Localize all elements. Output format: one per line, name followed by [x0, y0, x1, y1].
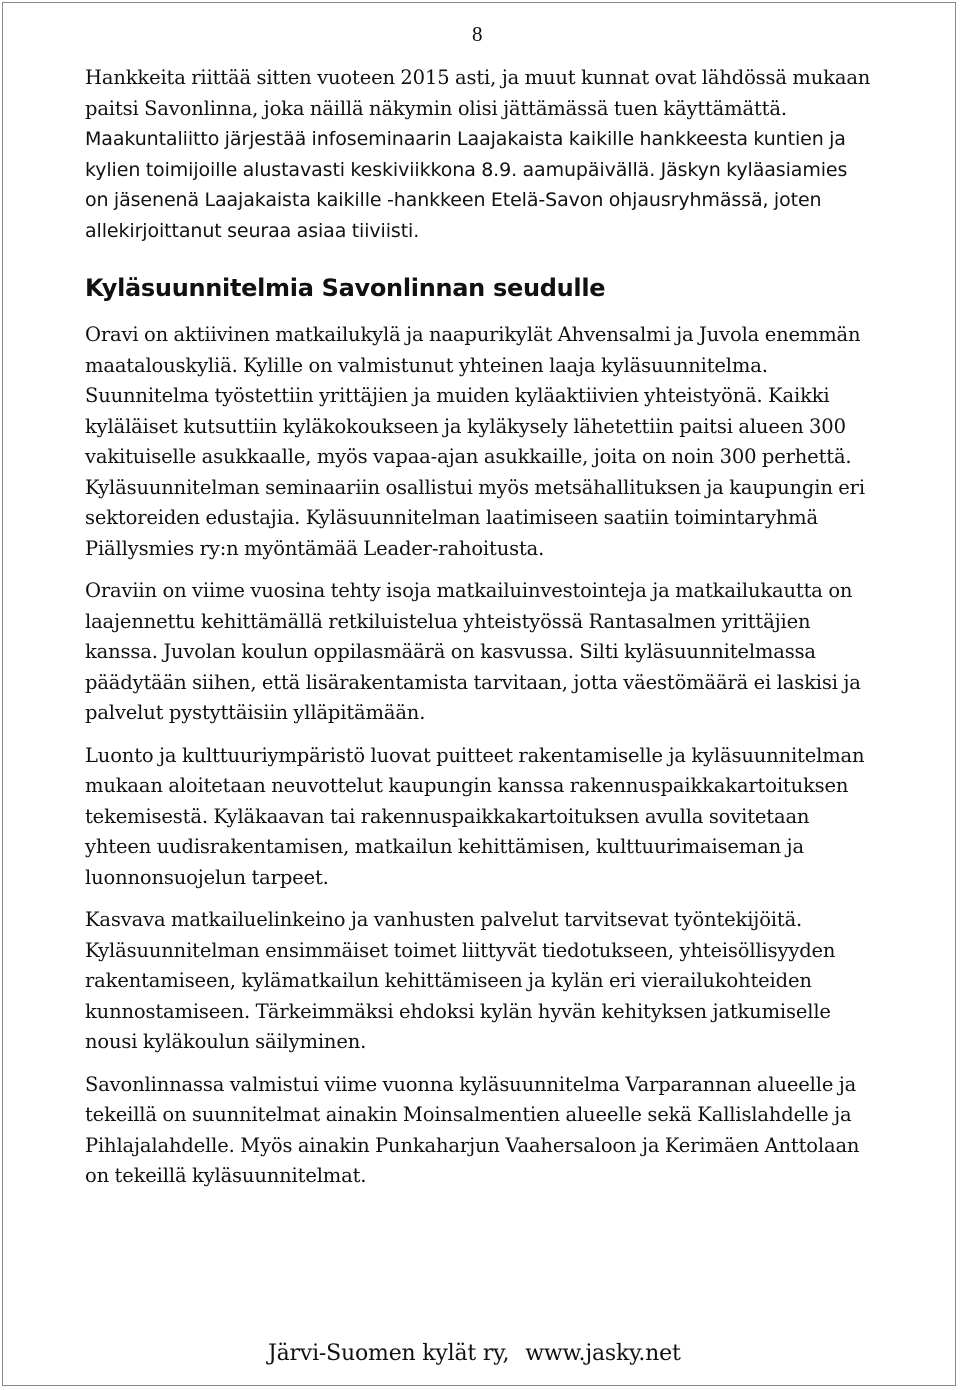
section-paragraph-2: Oraviin on viime vuosina tehty isoja matkailuinvestointeja ja matkailukautta on laajennettu kehittämällä retkiluistelua yhteistyössä Rantasalmen yrittäjien kanssa. Juvolan koulun oppilasmäärä on kasvussa. Silti kyläsuunnitelmassa päädytään siihen, että lisärakentamista tarvitaan, jotta väestömäärä ei laskisi ja palvelut pystyttäisiin ylläpitämään.: [85, 579, 861, 724]
page-number: 8: [472, 22, 483, 46]
section-paragraph-3: Luonto ja kulttuuriympäristö luovat puitteet rakentamiselle ja kyläsuunnitelman mukaan aloitetaan neuvottelut kaupungin kanssa rakennuspaikkakartoituksen tekemisestä. Kyläkaavan tai rakennuspaikkakartoituksen avulla sovitetaan yhteen uudisrakentamisen, matkailun kehittämisen, kulttuurimaiseman ja luonnonsuojelun tarpeet.: [85, 743, 865, 889]
intro-paragraph-1: Hankkeita riittää sitten vuoteen 2015 asti, ja muut kunnat ovat lähdössä mukaan paitsi Savonlinna, joka näillä näkymin olisi jättämässä tuen käyttämättä.: [85, 66, 871, 120]
footer-organization: Järvi-Suomen kylät ry,: [268, 1341, 510, 1366]
page-footer: [268, 1341, 681, 1366]
page-body: [85, 63, 875, 1192]
intro-paragraph-2: Maakuntaliitto järjestää infoseminaarin Laajakaista kaikille hankkeesta kuntien ja kylien toimijoille alustavasti keskiviikkona 8.9. aamupäivällä. Jäskyn kyläasiamies on jäsenenä Laajakaista kaikille -hankkeen Etelä-Savon ohjausryhmässä, joten allekirjoittanut seuraa asiaa tiiviisti.: [85, 128, 848, 242]
section-paragraph-4: Kasvava matkailuelinkeino ja vanhusten palvelut tarvitsevat työntekijöitä. Kyläsuunnitelman ensimmäiset toimet liittyvät tiedotukseen, yhteisöllisyyden rakentamiseen, kylämatkailun kehittämiseen ja kylän eri vierailukohteiden kunnostamiseen. Tärkeimmäksi ehdoksi kylän hyvän kehityksen jatkumiselle nousi kyläkoulun säilyminen.: [85, 908, 836, 1053]
section-paragraph-5: Savonlinnassa valmistui viime vuonna kyläsuunnitelma Varparannan alueelle ja tekeillä on suunnitelmat ainakin Moinsalmentien alueelle sekä Kallislahdelle ja Pihlajalahdelle. Myös ainakin Punkaharjun Vaahersaloon ja Kerimäen Anttolaan on tekeillä kyläsuunnitelmat.: [85, 1072, 860, 1187]
footer-website[interactable]: www.jasky.net: [525, 1341, 681, 1366]
section-paragraph-1: Oravi on aktiivinen matkailukylä ja naapurikylät Ahvensalmi ja Juvola enemmän maatalouskyliä. Kylille on valmistunut yhteinen laaja kyläsuunnitelma. Suunnitelma työstettiin yrittäjien ja muiden kyläaktiivien yhteistyönä. Kaikki kyläläiset kutsuttiin kyläkokoukseen ja kyläkysely lähetettiin paitsi alueen 300 vakituiselle asukkaalle, myös vapaa-ajan asukkaille, joita on noin 300 perhettä. Kyläsuunnitelman seminaariin osallistui myös metsähallituksen ja kaupungin eri sektoreiden edustajia. Kyläsuunnitelman laatimiseen saatiin toimintaryhmä Piällysmies ry:n myöntämää Leader-rahoitusta.: [85, 323, 865, 560]
section-heading: Kyläsuunnitelmia Savonlinnan seudulle: [85, 274, 606, 302]
